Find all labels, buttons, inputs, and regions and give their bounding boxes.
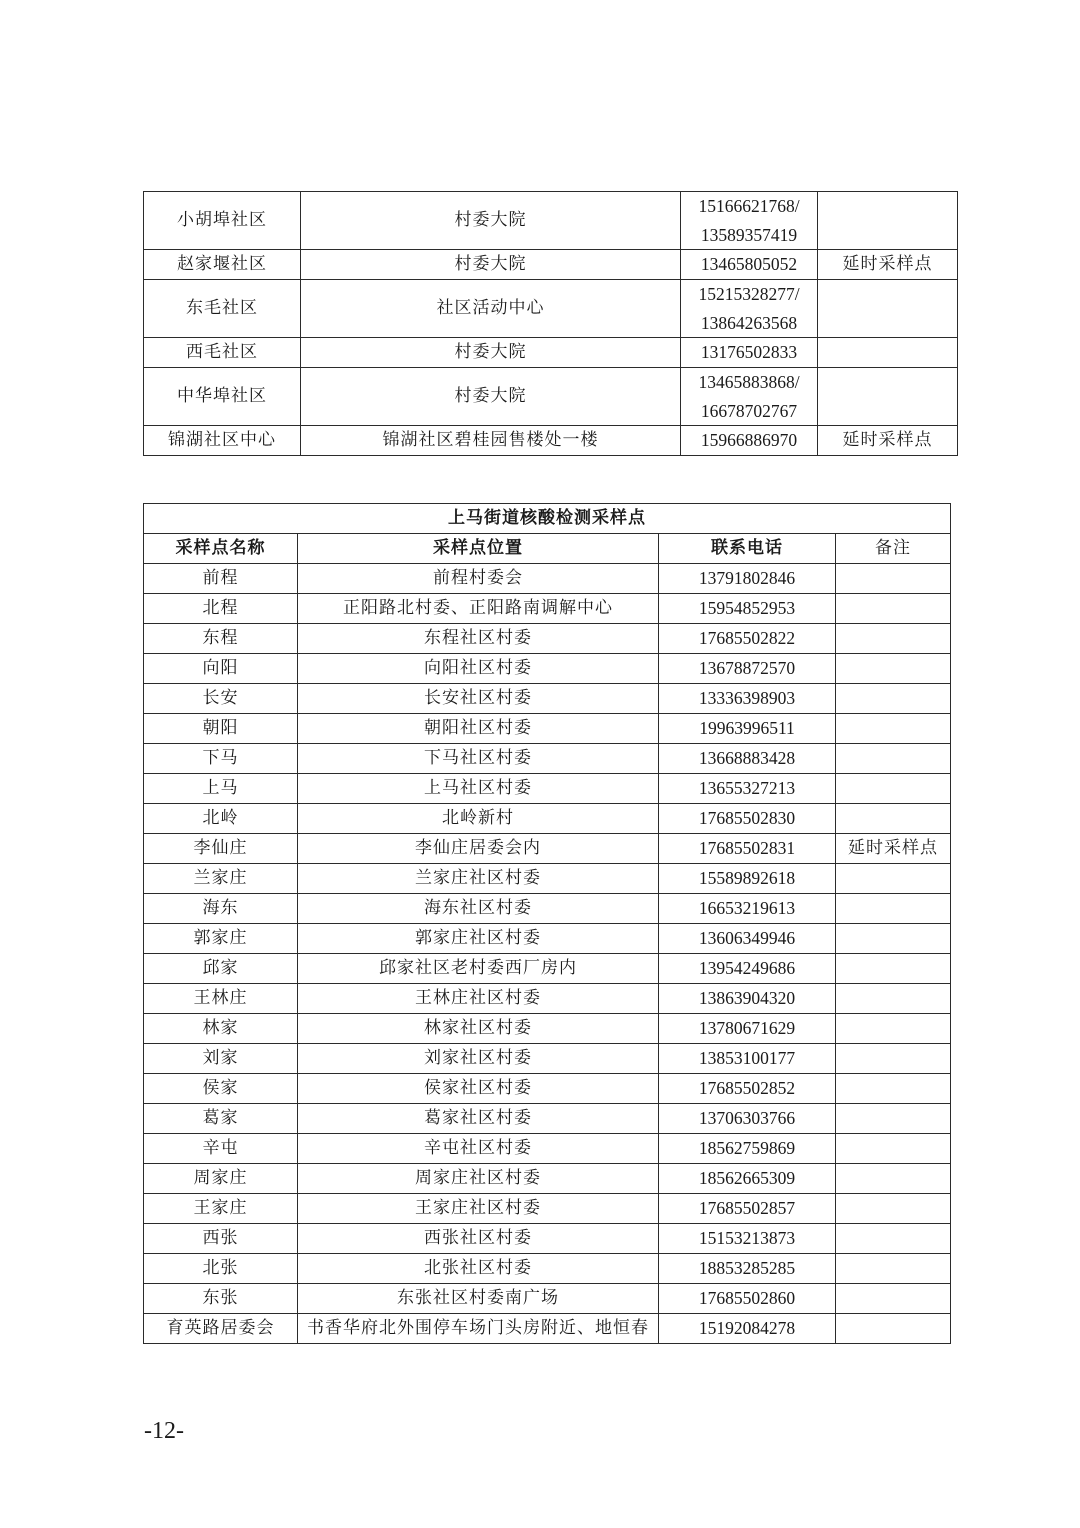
note-cell bbox=[836, 1314, 951, 1344]
site-location-cell: 王家庄社区村委 bbox=[298, 1194, 659, 1224]
site-name-cell: 小胡埠社区 bbox=[144, 192, 301, 250]
site-name-cell: 东张 bbox=[144, 1284, 298, 1314]
phone-number: 13465883868/ bbox=[698, 372, 800, 392]
table-row bbox=[144, 714, 951, 744]
site-name-cell: 林家 bbox=[144, 1014, 298, 1044]
phone-number: 13176502833 bbox=[700, 342, 798, 362]
table-row bbox=[144, 1104, 951, 1134]
site-name-cell: 锦湖社区中心 bbox=[144, 426, 301, 456]
table-row bbox=[144, 774, 951, 804]
site-name-cell: 朝阳 bbox=[144, 714, 298, 744]
note-cell bbox=[836, 954, 951, 984]
site-name-cell: 北岭 bbox=[144, 804, 298, 834]
phone-number: 16678702767 bbox=[700, 400, 798, 421]
phone-cell: 19963996511 bbox=[659, 714, 836, 744]
note-cell bbox=[836, 924, 951, 954]
site-location-cell: 北岭新村 bbox=[298, 804, 659, 834]
table-row bbox=[144, 1314, 951, 1344]
phone-cell: 17685502860 bbox=[659, 1284, 836, 1314]
note-cell: 延时采样点 bbox=[818, 250, 958, 280]
site-location-cell: 村委大院 bbox=[301, 250, 681, 280]
site-name-cell: 上马 bbox=[144, 774, 298, 804]
table-row bbox=[144, 594, 951, 624]
table-row bbox=[144, 280, 958, 338]
site-name-cell: 北程 bbox=[144, 594, 298, 624]
site-location-cell: 葛家社区村委 bbox=[298, 1104, 659, 1134]
site-name-cell: 东程 bbox=[144, 624, 298, 654]
table-row bbox=[144, 834, 951, 864]
table-row bbox=[144, 924, 951, 954]
table-row bbox=[144, 1254, 951, 1284]
phone-cell: 15153213873 bbox=[659, 1224, 836, 1254]
note-cell bbox=[836, 684, 951, 714]
table-header-row bbox=[144, 534, 951, 564]
table-row bbox=[144, 1014, 951, 1044]
site-location-cell: 正阳路北村委、正阳路南调解中心 bbox=[298, 594, 659, 624]
site-location-cell: 村委大院 bbox=[301, 192, 681, 250]
site-location-cell: 北张社区村委 bbox=[298, 1254, 659, 1284]
phone-cell: 13606349946 bbox=[659, 924, 836, 954]
phone-cell: 18562665309 bbox=[659, 1164, 836, 1194]
note-cell: 延时采样点 bbox=[818, 426, 958, 456]
phone-cell: 13678872570 bbox=[659, 654, 836, 684]
table-row bbox=[144, 1134, 951, 1164]
note-cell bbox=[836, 984, 951, 1014]
site-location-cell: 东张社区村委南广场 bbox=[298, 1284, 659, 1314]
note-cell bbox=[836, 1224, 951, 1254]
table-row bbox=[144, 368, 958, 426]
table-row bbox=[144, 654, 951, 684]
site-location-cell: 前程村委会 bbox=[298, 564, 659, 594]
site-location-cell: 下马社区村委 bbox=[298, 744, 659, 774]
page-number: -12- bbox=[144, 1418, 184, 1444]
column-header-note: 备注 bbox=[836, 534, 951, 564]
table-row bbox=[144, 564, 951, 594]
note-cell bbox=[836, 864, 951, 894]
shangma-sampling-points-table bbox=[143, 503, 951, 1344]
phone-cell: 17685502831 bbox=[659, 834, 836, 864]
site-location-cell: 向阳社区村委 bbox=[298, 654, 659, 684]
site-location-cell: 辛屯社区村委 bbox=[298, 1134, 659, 1164]
site-location-cell: 刘家社区村委 bbox=[298, 1044, 659, 1074]
phone-number: 13589357419 bbox=[700, 224, 798, 245]
column-header-location: 采样点位置 bbox=[298, 534, 659, 564]
phone-cell: 13780671629 bbox=[659, 1014, 836, 1044]
phone-cell: 15192084278 bbox=[659, 1314, 836, 1344]
note-cell bbox=[836, 1014, 951, 1044]
phone-number: 15166621768/ bbox=[698, 196, 800, 216]
note-cell bbox=[836, 894, 951, 924]
phone-cell bbox=[681, 426, 818, 456]
phone-number: 15966886970 bbox=[700, 430, 798, 450]
phone-cell: 13336398903 bbox=[659, 684, 836, 714]
table-row bbox=[144, 1194, 951, 1224]
site-name-cell: 郭家庄 bbox=[144, 924, 298, 954]
table-row bbox=[144, 338, 958, 368]
phone-cell: 16653219613 bbox=[659, 894, 836, 924]
site-name-cell: 前程 bbox=[144, 564, 298, 594]
note-cell bbox=[836, 624, 951, 654]
phone-number: 13864263568 bbox=[700, 312, 798, 333]
site-name-cell: 东毛社区 bbox=[144, 280, 301, 338]
site-name-cell: 刘家 bbox=[144, 1044, 298, 1074]
site-name-cell: 西张 bbox=[144, 1224, 298, 1254]
site-location-cell: 兰家庄社区村委 bbox=[298, 864, 659, 894]
phone-cell: 17685502857 bbox=[659, 1194, 836, 1224]
note-cell bbox=[836, 594, 951, 624]
note-cell bbox=[836, 744, 951, 774]
table-row bbox=[144, 426, 958, 456]
site-location-cell: 锦湖社区碧桂园售楼处一楼 bbox=[301, 426, 681, 456]
site-location-cell: 郭家庄社区村委 bbox=[298, 924, 659, 954]
table-row bbox=[144, 250, 958, 280]
site-name-cell: 育英路居委会 bbox=[144, 1314, 298, 1344]
note-cell bbox=[818, 280, 958, 338]
site-name-cell: 西毛社区 bbox=[144, 338, 301, 368]
table-row bbox=[144, 1224, 951, 1254]
site-location-cell: 长安社区村委 bbox=[298, 684, 659, 714]
note-cell bbox=[836, 804, 951, 834]
column-header-name: 采样点名称 bbox=[144, 534, 298, 564]
site-name-cell: 向阳 bbox=[144, 654, 298, 684]
phone-cell bbox=[681, 338, 818, 368]
site-name-cell: 北张 bbox=[144, 1254, 298, 1284]
site-location-cell: 上马社区村委 bbox=[298, 774, 659, 804]
site-name-cell: 辛屯 bbox=[144, 1134, 298, 1164]
phone-cell: 17685502852 bbox=[659, 1074, 836, 1104]
site-name-cell: 下马 bbox=[144, 744, 298, 774]
phone-number: 15215328277/ bbox=[698, 284, 800, 304]
phone-cell: 13791802846 bbox=[659, 564, 836, 594]
phone-cell bbox=[681, 368, 818, 426]
phone-cell: 13668883428 bbox=[659, 744, 836, 774]
phone-cell: 17685502830 bbox=[659, 804, 836, 834]
phone-cell: 17685502822 bbox=[659, 624, 836, 654]
site-location-cell: 邱家社区老村委西厂房内 bbox=[298, 954, 659, 984]
site-name-cell: 邱家 bbox=[144, 954, 298, 984]
site-location-cell: 东程社区村委 bbox=[298, 624, 659, 654]
note-cell bbox=[836, 1044, 951, 1074]
site-location-cell: 林家社区村委 bbox=[298, 1014, 659, 1044]
phone-cell bbox=[681, 250, 818, 280]
site-location-cell: 西张社区村委 bbox=[298, 1224, 659, 1254]
table-row bbox=[144, 1164, 951, 1194]
site-name-cell: 兰家庄 bbox=[144, 864, 298, 894]
phone-cell: 13655327213 bbox=[659, 774, 836, 804]
table-row bbox=[144, 1044, 951, 1074]
site-location-cell: 村委大院 bbox=[301, 338, 681, 368]
site-name-cell: 长安 bbox=[144, 684, 298, 714]
note-cell bbox=[836, 654, 951, 684]
site-location-cell: 李仙庄居委会内 bbox=[298, 834, 659, 864]
phone-cell: 18562759869 bbox=[659, 1134, 836, 1164]
site-location-cell: 村委大院 bbox=[301, 368, 681, 426]
table-row bbox=[144, 684, 951, 714]
phone-cell bbox=[681, 192, 818, 250]
note-cell bbox=[836, 774, 951, 804]
site-name-cell: 王林庄 bbox=[144, 984, 298, 1014]
site-name-cell: 侯家 bbox=[144, 1074, 298, 1104]
table-row bbox=[144, 894, 951, 924]
note-cell bbox=[818, 368, 958, 426]
phone-cell: 13863904320 bbox=[659, 984, 836, 1014]
note-cell bbox=[836, 714, 951, 744]
site-name-cell: 中华埠社区 bbox=[144, 368, 301, 426]
note-cell bbox=[836, 1254, 951, 1284]
note-cell bbox=[836, 1194, 951, 1224]
site-location-cell: 朝阳社区村委 bbox=[298, 714, 659, 744]
phone-cell: 13706303766 bbox=[659, 1104, 836, 1134]
phone-cell: 15954852953 bbox=[659, 594, 836, 624]
note-cell bbox=[836, 1074, 951, 1104]
site-location-cell: 侯家社区村委 bbox=[298, 1074, 659, 1104]
site-name-cell: 海东 bbox=[144, 894, 298, 924]
phone-cell: 15589892618 bbox=[659, 864, 836, 894]
note-cell bbox=[836, 1284, 951, 1314]
note-cell bbox=[836, 1164, 951, 1194]
table-row bbox=[144, 1284, 951, 1314]
note-cell bbox=[836, 1104, 951, 1134]
table-title-row bbox=[144, 504, 951, 534]
table-row bbox=[144, 744, 951, 774]
site-name-cell: 李仙庄 bbox=[144, 834, 298, 864]
note-cell bbox=[836, 564, 951, 594]
phone-number: 13465805052 bbox=[700, 254, 798, 274]
table-row bbox=[144, 1074, 951, 1104]
phone-cell: 18853285285 bbox=[659, 1254, 836, 1284]
site-location-cell: 社区活动中心 bbox=[301, 280, 681, 338]
column-header-phone: 联系电话 bbox=[659, 534, 836, 564]
site-name-cell: 赵家堰社区 bbox=[144, 250, 301, 280]
table-row bbox=[144, 804, 951, 834]
table-row bbox=[144, 192, 958, 250]
phone-cell: 13853100177 bbox=[659, 1044, 836, 1074]
note-cell bbox=[836, 1134, 951, 1164]
table-row bbox=[144, 984, 951, 1014]
table-row bbox=[144, 954, 951, 984]
note-cell bbox=[818, 338, 958, 368]
sampling-points-table-continued bbox=[143, 191, 958, 456]
site-location-cell: 书香华府北外围停车场门头房附近、地恒春 bbox=[298, 1314, 659, 1344]
table-title: 上马街道核酸检测采样点 bbox=[144, 504, 951, 534]
phone-cell bbox=[681, 280, 818, 338]
site-location-cell: 海东社区村委 bbox=[298, 894, 659, 924]
site-name-cell: 周家庄 bbox=[144, 1164, 298, 1194]
note-cell: 延时采样点 bbox=[836, 834, 951, 864]
table-row bbox=[144, 624, 951, 654]
site-name-cell: 王家庄 bbox=[144, 1194, 298, 1224]
table-row bbox=[144, 864, 951, 894]
note-cell bbox=[818, 192, 958, 250]
site-location-cell: 王林庄社区村委 bbox=[298, 984, 659, 1014]
phone-cell: 13954249686 bbox=[659, 954, 836, 984]
site-name-cell: 葛家 bbox=[144, 1104, 298, 1134]
site-location-cell: 周家庄社区村委 bbox=[298, 1164, 659, 1194]
